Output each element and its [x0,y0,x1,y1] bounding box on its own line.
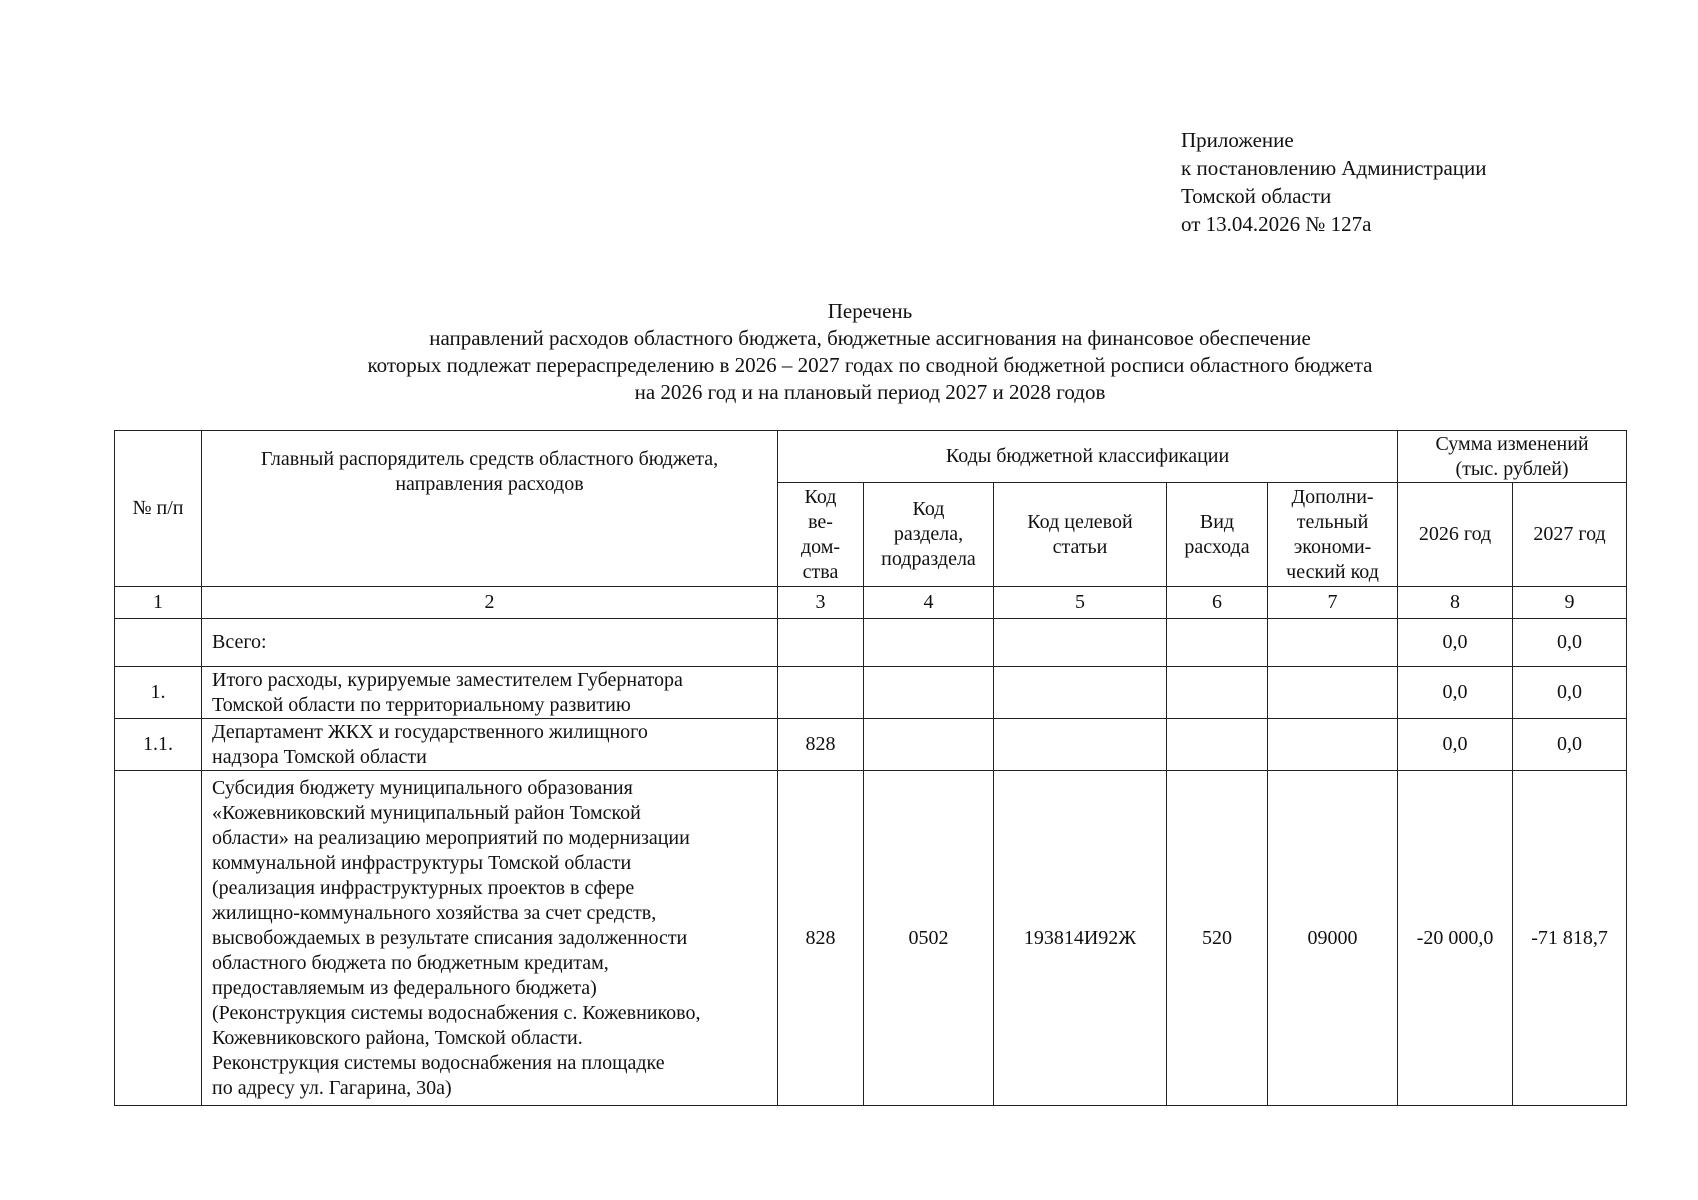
row-dop: 09000 [1268,771,1398,1106]
table-row [115,619,1627,667]
row-description-line: «Кожевниковский муниципальный район Томской [212,801,641,824]
header-ved [778,483,864,587]
title-line: направлений расходов областного бюджета, бюджетные ассигнования на финансовое обеспечение [429,326,1311,350]
header-razdel-line: Код [912,498,945,520]
column-number: 1 [115,587,202,619]
row-celevoy [994,619,1167,667]
header-celevoy-line: Код целевой [1027,510,1133,533]
header-ved-line: Код [804,485,837,508]
appendix-line: к постановлению Администрации [1181,156,1487,180]
row-2026: -20 000,0 [1398,771,1513,1106]
row-razdel [864,719,994,771]
header-row [115,431,1627,483]
row-ved [778,619,864,667]
column-number: 9 [1513,587,1627,619]
row-vid [1167,719,1268,771]
row-ved: 828 [778,719,864,771]
row-ved [778,667,864,719]
column-number: 3 [778,587,864,619]
row-description-line: (Реконструкция системы водоснабжения с. Кожевниково, [212,1001,701,1024]
header-dop-line: тельный [1296,510,1369,533]
row-description-line: областного бюджета по бюджетным кредитам, [212,951,609,974]
row-description-line: жилищно-коммунального хозяйства за счет средств, [212,901,657,924]
column-number-row [115,587,1627,619]
row-description-line: предоставляемым из федерального бюджета) [212,976,597,999]
header-sum-group [1398,431,1627,483]
column-number: 7 [1268,587,1398,619]
appendix-line: от 13.04.2026 № 127а [1181,212,1372,236]
row-description [202,667,778,719]
header-sum-line: (тыс. рублей) [1455,457,1569,480]
row-description-line: высвобождаемых в результате списания задолженности [212,926,688,949]
appendix-block [1181,126,1487,238]
row-description-line: по адресу ул. Гагарина, 30а) [212,1076,452,1099]
row-2027: 0,0 [1513,667,1627,719]
row-dop [1268,619,1398,667]
column-number: 8 [1398,587,1513,619]
row-description-line: Томской области по территориальному развитию [212,693,631,716]
header-dop [1268,483,1398,587]
header-year-2026: 2026 год [1398,483,1513,587]
title-line: на 2026 год и на плановый период 2027 и 2028 годов [634,380,1106,404]
header-year-2027: 2027 год [1513,483,1627,587]
header-ved-line: дом- [800,535,841,558]
header-dop-line: экономи- [1293,535,1372,558]
row-num [115,619,202,667]
row-2026: 0,0 [1398,719,1513,771]
appendix-line: Приложение [1181,128,1294,152]
row-description [202,771,778,1106]
header-celevoy [994,483,1167,587]
row-description-line: коммунальной инфраструктуры Томской области [212,851,632,874]
row-description-line: Всего: [212,631,267,653]
row-vid: 520 [1167,771,1268,1106]
row-ved: 828 [778,771,864,1106]
header-vid [1167,483,1268,587]
row-description [202,719,778,771]
row-2026: 0,0 [1398,667,1513,719]
title-line: Перечень [827,299,913,323]
row-razdel [864,619,994,667]
row-description-line: Итого расходы, курируемые заместителем Губернатора [212,668,683,691]
row-description-line: надзора Томской области [212,745,427,768]
header-razdel [864,483,994,587]
row-2026: 0,0 [1398,619,1513,667]
document-title [114,298,1626,406]
row-description-line: области» на реализацию мероприятий по модернизации [212,826,690,849]
table-row [115,771,1627,1106]
header-main [202,431,778,587]
header-codes-group: Коды бюджетной классификации [778,431,1398,483]
header-sum-line: Сумма изменений [1435,432,1589,455]
column-number: 4 [864,587,994,619]
row-description-line: Департамент ЖКХ и государственного жилищного [212,720,648,743]
row-description [202,619,778,667]
budget-table [114,430,1627,1106]
column-number: 5 [994,587,1167,619]
row-dop [1268,719,1398,771]
row-2027: -71 818,7 [1513,771,1627,1106]
row-celevoy: 193814И92Ж [994,771,1167,1106]
row-description-line: (реализация инфраструктурных проектов в сфере [212,876,635,899]
header-dop-line: Дополни- [1291,485,1374,508]
column-number: 2 [202,587,778,619]
header-ved-line: ства [802,560,839,583]
row-2027: 0,0 [1513,719,1627,771]
row-vid [1167,667,1268,719]
column-number: 6 [1167,587,1268,619]
title-line: которых подлежат перераспределению в 2026 – 2027 годах по сводной бюджетной росписи областного бюджета [367,353,1373,377]
row-description-line: Кожевниковского района, Томской области. [212,1026,583,1049]
row-num: 1. [115,667,202,719]
row-razdel [864,667,994,719]
header-vid-line: расхода [1184,535,1250,558]
header-main-line: направления расходов [395,473,584,495]
table-row [115,667,1627,719]
header-razdel-line: раздела, [893,523,964,545]
row-num [115,771,202,1106]
header-vid-line: Вид [1199,510,1235,533]
header-num: № п/п [115,431,202,587]
row-vid [1167,619,1268,667]
table-row [115,719,1627,771]
header-dop-line: ческий код [1286,560,1379,583]
row-description-line: Реконструкция системы водоснабжения на площадке [212,1051,665,1074]
appendix-line: Томской области [1181,184,1332,208]
header-main-line: Главный распорядитель средств областного бюджета, [260,448,719,470]
row-celevoy [994,667,1167,719]
header-razdel-line: подраздела [881,548,976,570]
row-description-line: Субсидия бюджету муниципального образования [212,776,633,799]
row-2027: 0,0 [1513,619,1627,667]
header-ved-line: ве- [808,510,833,533]
row-razdel: 0502 [864,771,994,1106]
row-dop [1268,667,1398,719]
row-num: 1.1. [115,719,202,771]
header-celevoy-line: статьи [1052,535,1108,558]
row-celevoy [994,719,1167,771]
